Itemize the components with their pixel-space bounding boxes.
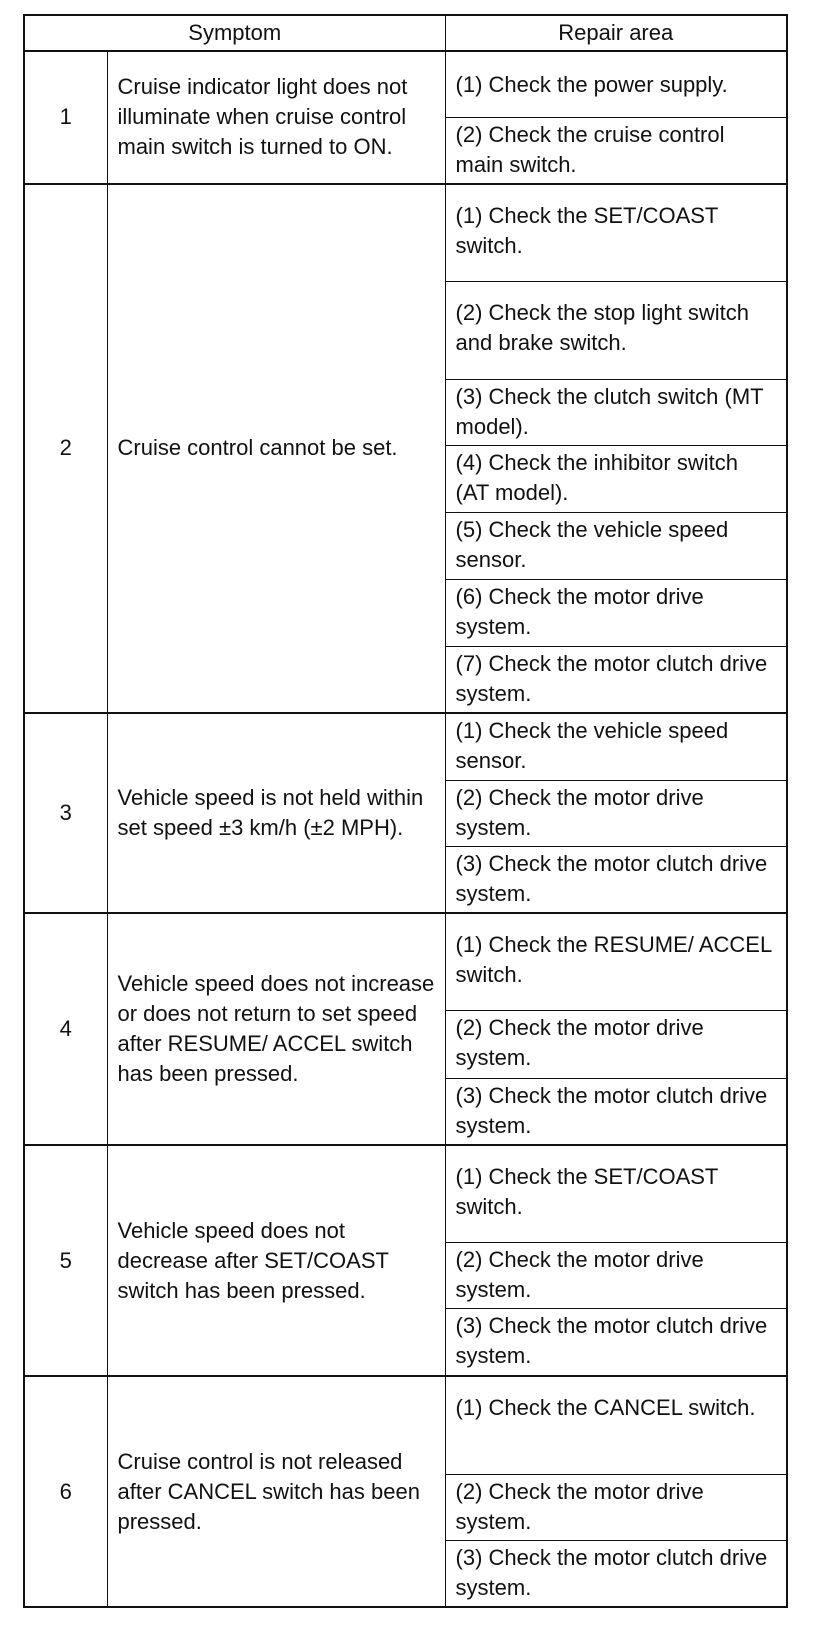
repair-cell: (2) Check the motor drive system.: [445, 780, 787, 846]
repair-cell: (1) Check the power supply.: [445, 51, 787, 117]
repair-cell: (2) Check the motor drive system.: [445, 1242, 787, 1308]
row-number: 6: [24, 1376, 107, 1607]
repair-cell: (7) Check the motor clutch drive system.: [445, 646, 787, 713]
symptom-group-2: [24, 184, 787, 713]
repair-cell: (1) Check the vehicle speed sensor.: [445, 713, 787, 781]
row-number: 1: [24, 51, 107, 184]
repair-cell: (3) Check the clutch switch (MT model).: [445, 379, 787, 445]
repair-cell: (4) Check the inhibitor switch (AT model).: [445, 446, 787, 512]
repair-cell: (1) Check the SET/COAST switch.: [445, 1145, 787, 1243]
repair-cell: (3) Check the motor clutch drive system.: [445, 1309, 787, 1377]
repair-cell: (1) Check the RESUME/ ACCEL switch.: [445, 913, 787, 1011]
repair-cell: (6) Check the motor drive system.: [445, 580, 787, 646]
repair-cell: (3) Check the motor clutch drive system.: [445, 847, 787, 914]
symptom-cell: Vehicle speed does not increase or does not return to set speed after RESUME/ ACCEL switch has been pressed.: [107, 913, 445, 1145]
symptom-group-4: [24, 913, 787, 1145]
symptom-cell: Cruise control cannot be set.: [107, 184, 445, 713]
row-number: 3: [24, 713, 107, 913]
row-number: 2: [24, 184, 107, 713]
repair-cell: (5) Check the vehicle speed sensor.: [445, 512, 787, 580]
repair-cell: (2) Check the motor drive system.: [445, 1011, 787, 1079]
symptom-cell: Cruise control is not released after CANCEL switch has been pressed.: [107, 1376, 445, 1607]
header-repair-area: Repair area: [445, 15, 787, 51]
symptom-cell: Vehicle speed does not decrease after SET/COAST switch has been pressed.: [107, 1145, 445, 1377]
table-header-row: [24, 15, 787, 51]
troubleshooting-table: [23, 14, 788, 1608]
symptom-cell: Cruise indicator light does not illuminate when cruise control main switch is turned to ON.: [107, 51, 445, 184]
repair-cell: (1) Check the CANCEL switch.: [445, 1376, 787, 1474]
symptom-group-5: [24, 1145, 787, 1377]
header-symptom: Symptom: [24, 15, 445, 51]
symptom-group-6: [24, 1376, 787, 1607]
repair-cell: (1) Check the SET/COAST switch.: [445, 184, 787, 282]
repair-cell: (2) Check the motor drive system.: [445, 1474, 787, 1540]
repair-cell: (3) Check the motor clutch drive system.: [445, 1078, 787, 1145]
repair-cell: (2) Check the cruise control main switch.: [445, 117, 787, 183]
row-number: 4: [24, 913, 107, 1145]
row-number: 5: [24, 1145, 107, 1377]
repair-cell: (3) Check the motor clutch drive system.: [445, 1541, 787, 1608]
repair-cell: (2) Check the stop light switch and brake switch.: [445, 282, 787, 380]
symptom-group-1: [24, 51, 787, 184]
symptom-group-3: [24, 713, 787, 913]
symptom-cell: Vehicle speed is not held within set speed ±3 km/h (±2 MPH).: [107, 713, 445, 913]
